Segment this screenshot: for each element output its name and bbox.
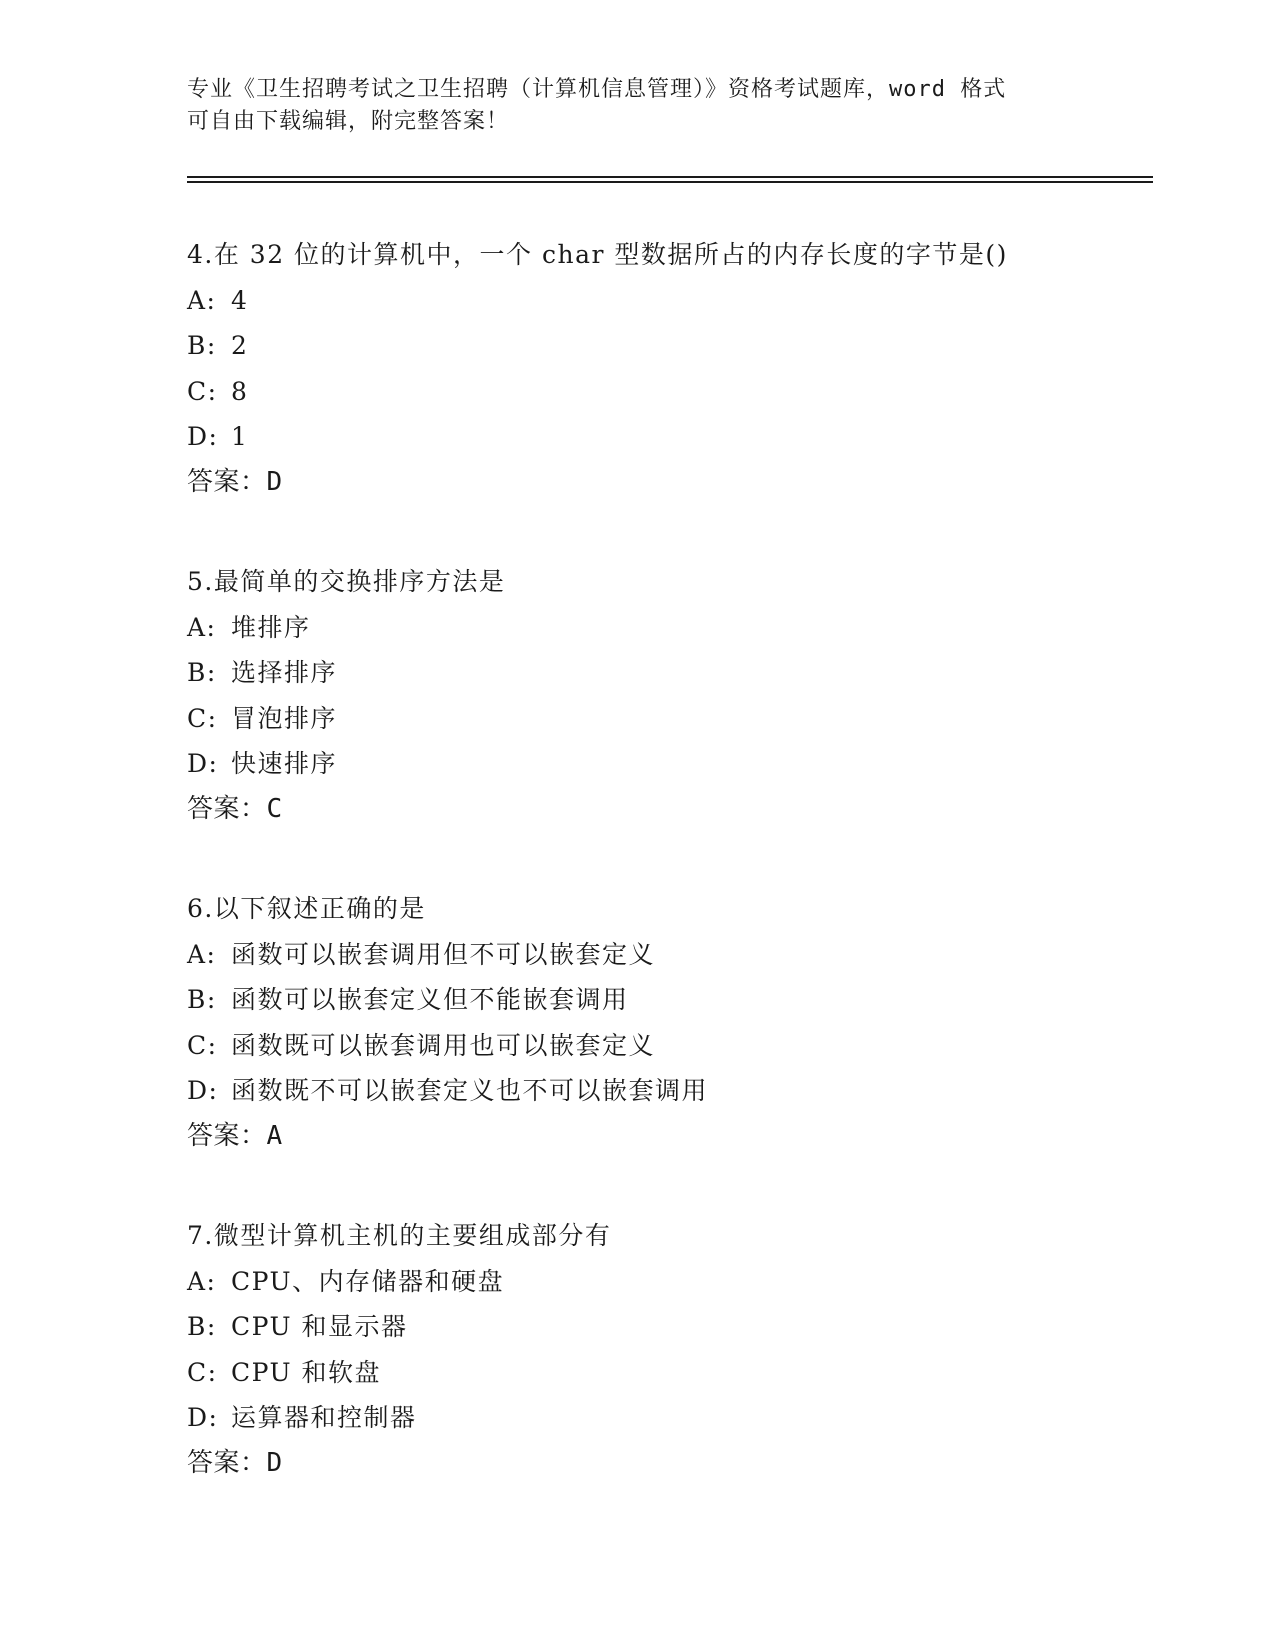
option-key: D:: [187, 422, 219, 451]
option-key: D:: [187, 1403, 219, 1432]
answer-text: 答案：A: [187, 1120, 283, 1151]
answer-text: 答案：D: [187, 466, 283, 497]
answer-text: 答案：C: [187, 793, 283, 824]
option-c: [187, 1023, 1153, 1069]
question-text: 4.在 32 位的计算机中，一个 char 型数据所占的内存长度的字节是(): [187, 240, 1008, 269]
option-a: [187, 278, 1153, 324]
option-key: C:: [187, 1030, 218, 1060]
option-text: 函数可以嵌套调用但不可以嵌套定义: [231, 939, 656, 969]
option-c: [187, 369, 1153, 415]
header-divider-bottom: [187, 181, 1153, 183]
option-text: CPU、内存储器和硬盘: [231, 1266, 505, 1296]
question-text: 5.最简单的交换排序方法是: [187, 567, 506, 596]
option-b: [187, 977, 1153, 1023]
question-list: [187, 232, 1153, 1540]
option-key: B:: [187, 985, 217, 1014]
header-line-2: 可自由下载编辑，附完整答案！: [187, 109, 510, 134]
header-divider-top: [187, 176, 1153, 178]
option-d: [187, 414, 1153, 460]
option-text: 函数既不可以嵌套定义也不可以嵌套调用: [231, 1076, 709, 1105]
option-d: [187, 1395, 1153, 1441]
header-line-1: 专业《卫生招聘考试之卫生招聘（计算机信息管理）》资格考试题库，word 格式: [187, 77, 1007, 102]
question-item: [187, 1213, 1153, 1486]
option-key: D:: [187, 749, 219, 778]
option-b: [187, 323, 1153, 369]
option-c: [187, 1350, 1153, 1396]
question-text: 6.以下叙述正确的是: [187, 894, 426, 923]
option-a: [187, 605, 1153, 651]
option-key: C:: [187, 703, 218, 733]
question-text: 7.微型计算机主机的主要组成部分有: [187, 1221, 612, 1250]
option-key: A:: [187, 612, 217, 642]
option-d: [187, 741, 1153, 787]
option-c: [187, 696, 1153, 742]
option-b: [187, 1304, 1153, 1350]
option-b: [187, 650, 1153, 696]
option-a: [187, 932, 1153, 978]
option-text: 运算器和控制器: [231, 1403, 417, 1432]
option-key: D:: [187, 1076, 219, 1105]
option-text: 4: [231, 285, 249, 315]
option-key: A:: [187, 285, 217, 315]
option-text: 1: [231, 422, 249, 451]
question-item: [187, 559, 1153, 832]
option-text: 2: [231, 331, 249, 360]
option-a: [187, 1259, 1153, 1305]
option-text: 冒泡排序: [231, 703, 338, 733]
answer-text: 答案：D: [187, 1447, 283, 1478]
option-key: A:: [187, 1266, 217, 1296]
question-item: [187, 886, 1153, 1159]
option-text: 选择排序: [231, 658, 338, 687]
option-key: A:: [187, 939, 217, 969]
option-key: B:: [187, 331, 217, 360]
option-text: 函数可以嵌套定义但不能嵌套调用: [231, 985, 629, 1014]
option-key: C:: [187, 1357, 218, 1387]
option-text: 快速排序: [231, 749, 338, 778]
option-d: [187, 1068, 1153, 1114]
option-text: 堆排序: [231, 612, 311, 642]
option-key: C:: [187, 376, 218, 406]
question-item: [187, 232, 1153, 505]
option-key: B:: [187, 1312, 217, 1341]
option-text: CPU 和软盘: [231, 1357, 382, 1387]
document-header: [187, 74, 1087, 138]
option-text: CPU 和显示器: [231, 1312, 408, 1341]
option-key: B:: [187, 658, 217, 687]
option-text: 函数既可以嵌套调用也可以嵌套定义: [231, 1030, 656, 1060]
option-text: 8: [231, 376, 249, 406]
